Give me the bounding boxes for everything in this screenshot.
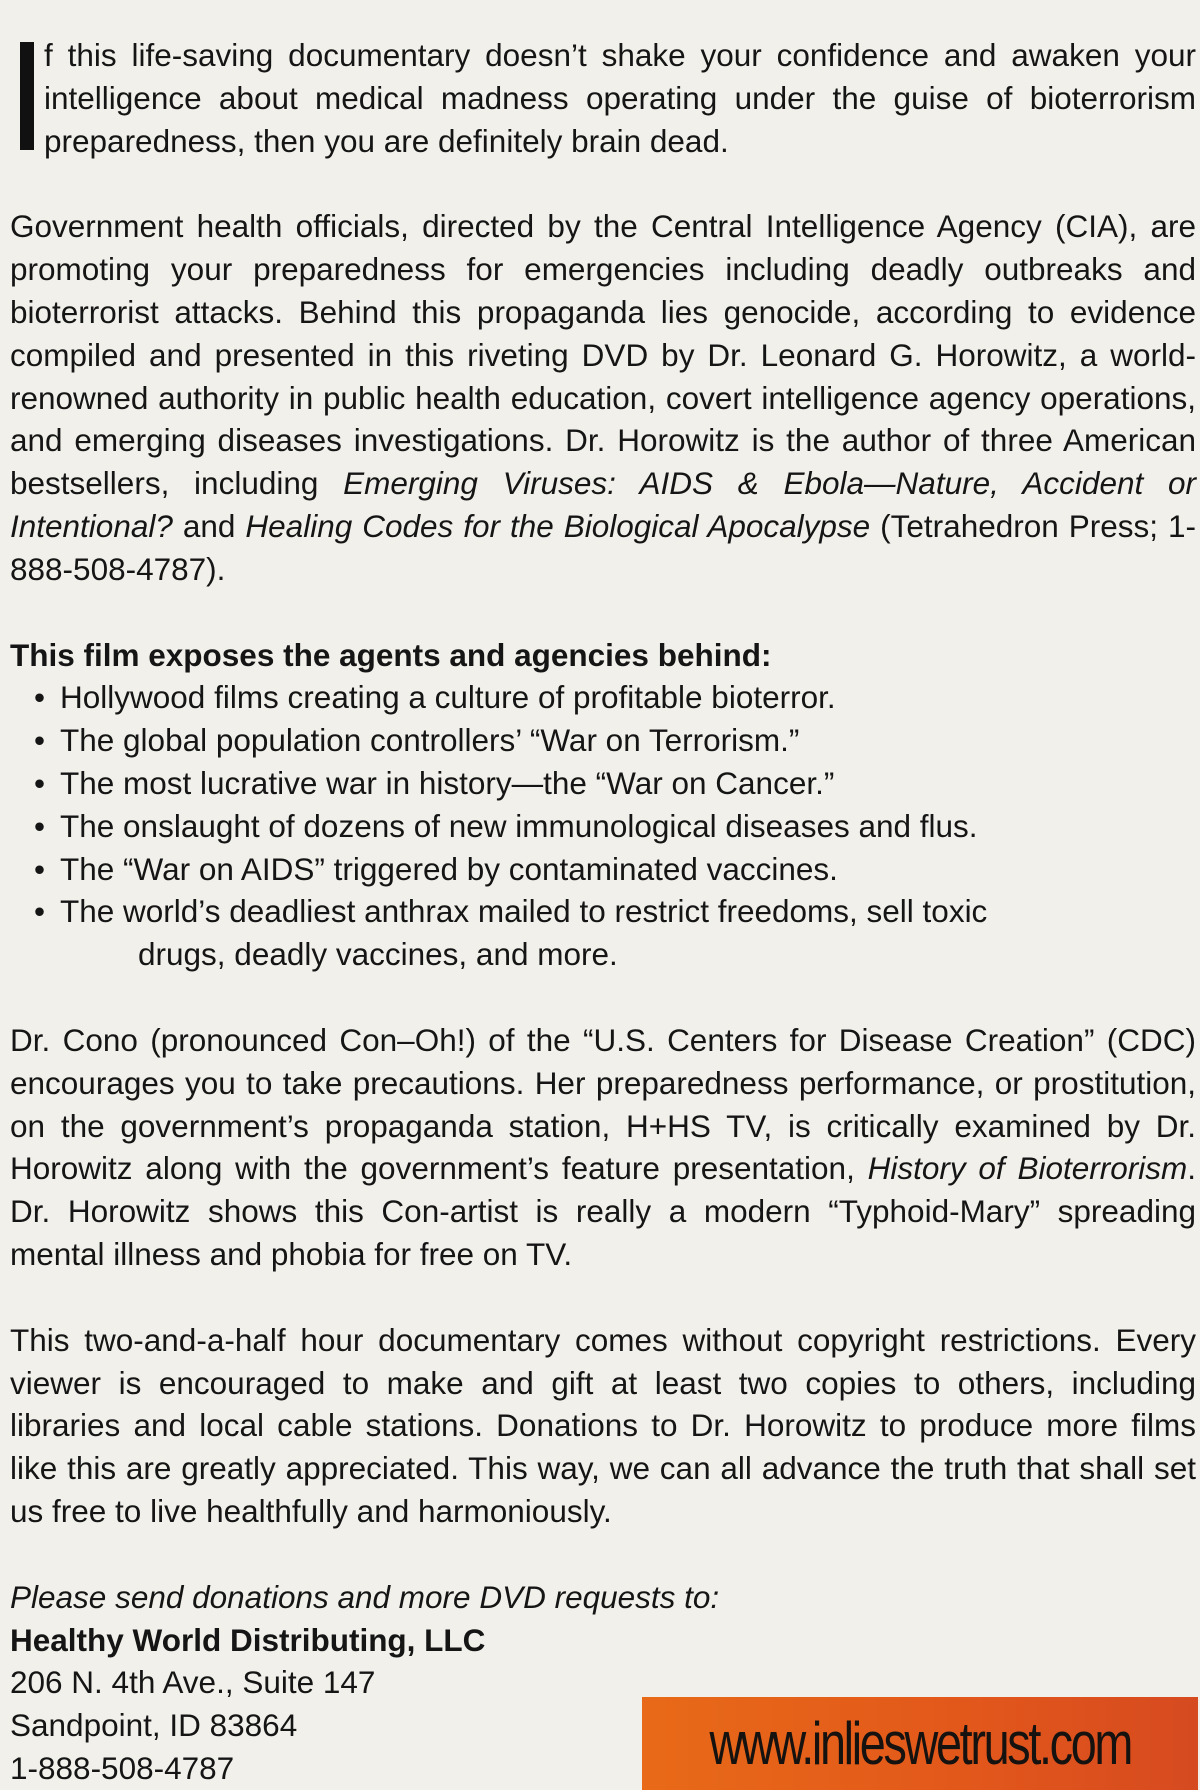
book-title-healing-codes: Healing Codes for the Biological Apocalypse — [245, 507, 871, 544]
list-item-text: The most lucrative war in history—the “War on Cancer.” — [60, 764, 835, 801]
dvd-back-cover-text — [10, 34, 1196, 1790]
list-item — [34, 762, 1196, 805]
list-item-text: Hollywood films creating a culture of profitable bioterror. — [60, 679, 836, 716]
contact-label: Please send donations and more DVD requests to: — [10, 1578, 720, 1615]
exposes-list — [10, 676, 1196, 976]
address-line-2: Sandpoint, ID 83864 — [10, 1707, 298, 1744]
company-name: Healthy World Distributing, LLC — [10, 1621, 486, 1658]
dr-cono-paragraph — [10, 1019, 1196, 1276]
book-title-emerging-viruses: Emerging Viruses: AIDS & Ebola—Nature, Accident or Intentional? — [10, 465, 1196, 544]
copyright-paragraph: This two-and-a-half hour documentary comes without copyright restrictions. Every viewer is encouraged to make and gift at least two copies to others, including libraries and local cable stations. Donations to Dr. Horowitz to produce more films like this are greatly appreciated. This way, we can all advance the truth that shall set us free to live healthfully and harmoniously. — [10, 1321, 1196, 1529]
list-item-text: The “War on AIDS” triggered by contaminated vaccines. — [60, 850, 838, 887]
website-banner — [642, 1697, 1198, 1790]
list-item — [34, 890, 1196, 976]
list-item-text: The global population controllers’ “War on Terrorism.” — [60, 722, 800, 759]
list-item — [34, 676, 1196, 719]
bullet-glyph: • — [34, 764, 46, 801]
bullet-glyph: • — [34, 893, 46, 930]
intro-text: f this life-saving documentary doesn’t shake your confidence and awaken your intelligence about medical madness operating under the guise of bioterrorism preparedness, then you are definitely brain dead. — [44, 37, 1196, 159]
description-text-end: (Tetrahedron Press; 1-888-508-4787). — [10, 507, 1197, 587]
website-url[interactable]: www.inlieswetrust.com — [709, 1710, 1131, 1777]
intro-paragraph — [10, 34, 1196, 162]
dr-cono-text-end: . Dr. Horowitz shows this Con-artist is really a modern “Typhoid-Mary” spreading mental illness and phobia for free on TV. — [10, 1150, 1196, 1272]
list-item — [34, 805, 1196, 848]
address-line-1: 206 N. 4th Ave., Suite 147 — [10, 1664, 376, 1701]
exposes-heading: This film exposes the agents and agencies behind: — [10, 636, 772, 673]
phone-number: 1-888-508-4787 — [10, 1749, 235, 1786]
dr-cono-text-start: Dr. Cono (pronounced Con–Oh!) of the “U.S. Centers for Disease Creation” (CDC) encourages you to take precautions. Her preparedness performance, or prostitution, on the government’s propaganda station, H+HS TV, is critically examined by Dr. Horowitz along with the government’s feature presentation, — [10, 1021, 1196, 1187]
description-text-start: Government health officials, directed by the Central Intelligence Agency (CIA), are promoting your preparedness for emergencies including deadly outbreaks and bioterrorist attacks. Behind this propaganda lies genocide, according to evidence compiled and presented in this riveting DVD by Dr. Leonard G. Horowitz, a world-renowned authority in public health education, covert intelligence agency operations, and emerging diseases investigations. Dr. Horowitz is the author of three American bestsellers, including — [10, 208, 1196, 502]
bullet-glyph: • — [34, 722, 46, 759]
film-title-history-of-bioterrorism: History of Bioterrorism — [867, 1150, 1188, 1187]
bullet-glyph: • — [34, 679, 46, 716]
bullet-glyph: • — [34, 807, 46, 844]
bullet-glyph: • — [34, 850, 46, 887]
list-item-text: The world’s deadliest anthrax mailed to restrict freedoms, sell toxic — [60, 893, 988, 930]
list-item-text: The onslaught of dozens of new immunological diseases and flus. — [60, 807, 978, 844]
description-and: and — [172, 507, 246, 544]
list-item — [34, 719, 1196, 762]
description-paragraph — [10, 205, 1196, 590]
list-item-continuation: drugs, deadly vaccines, and more. — [138, 936, 618, 973]
drop-cap-letter-i — [20, 42, 34, 150]
list-item — [34, 848, 1196, 891]
